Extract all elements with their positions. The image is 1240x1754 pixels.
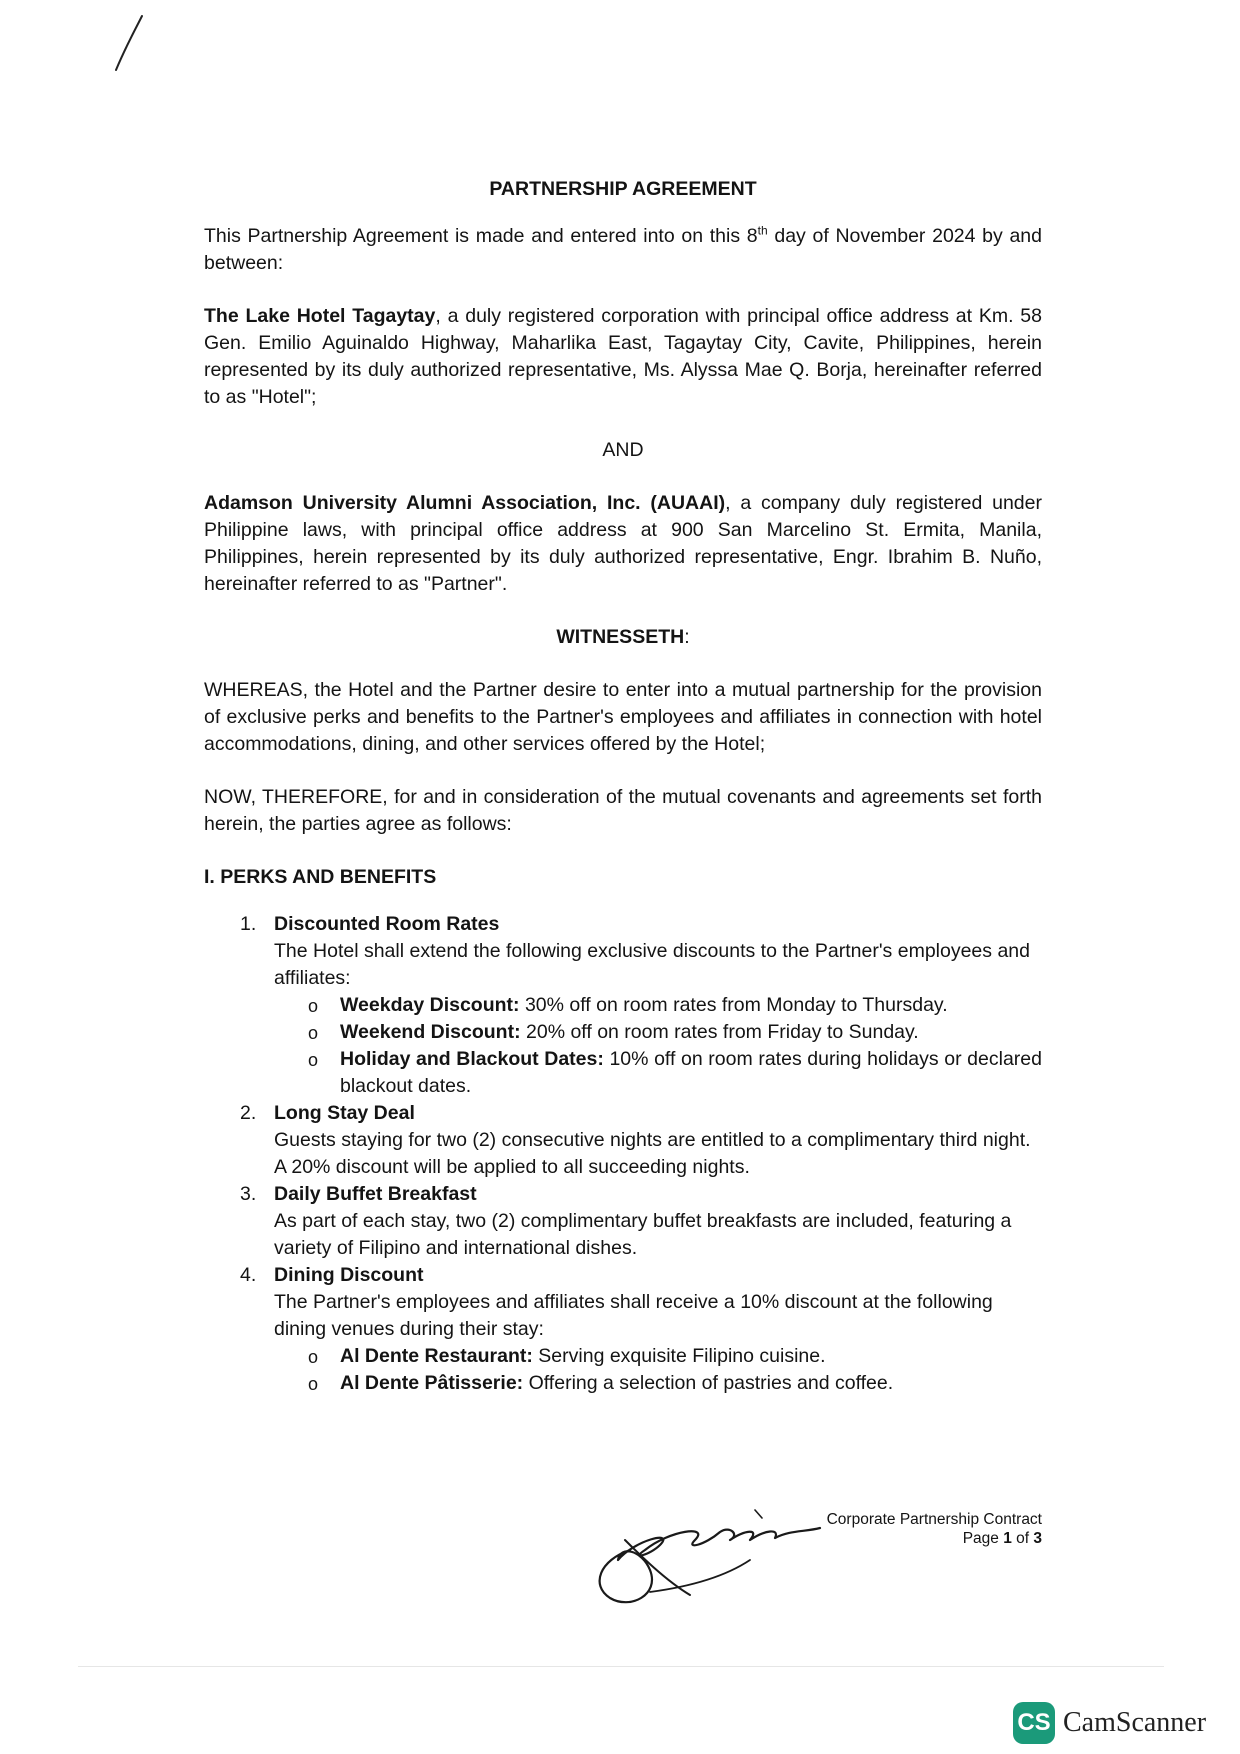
- scan-edge-divider: [78, 1666, 1164, 1667]
- item-text: The Partner's employees and affiliates shall receive a 10% discount at the following dining venues during their stay:: [274, 1291, 993, 1340]
- sub-item: o Weekend Discount: 20% off on room rates from Friday to Sunday.: [274, 1019, 1042, 1046]
- sub-item: o Holiday and Blackout Dates: 10% off on room rates during holidays or declared blackout dates.: [308, 1048, 1042, 1097]
- camscanner-logo-icon: CS: [1013, 1702, 1055, 1744]
- bullet-icon: o: [308, 1347, 319, 1367]
- item-title: Long Stay Deal: [274, 1102, 415, 1124]
- benefit-item-breakfast: [204, 1181, 1042, 1262]
- pen-stroke-mark: [108, 14, 148, 74]
- party-hotel-paragraph: The Lake Hotel Tagaytay, a duly registered corporation with principal office address at Km. 58 Gen. Emilio Aguinaldo Highway, Maharlika East, Tagaytay City, Cavite, Philippines, herein represented by its duly authorized representative, Ms. Alyssa Mae Q. Borja, hereinafter referred to as "Hotel";: [204, 305, 1042, 408]
- ordinal-suffix: th: [757, 223, 768, 238]
- item-text: Guests staying for two (2) consecutive nights are entitled to a complimentary third night. A 20% discount will be applied to all succeeding nights.: [274, 1129, 1031, 1178]
- benefit-item-long-stay: [204, 1100, 1042, 1181]
- witnesseth-heading: WITNESSETH:: [556, 626, 690, 648]
- and-separator: AND: [602, 439, 644, 461]
- sub-item: o Al Dente Restaurant: Serving exquisite Filipino cuisine.: [274, 1343, 1042, 1370]
- bullet-icon: o: [308, 996, 319, 1016]
- item-number: 2.: [240, 1102, 257, 1124]
- camscanner-text: CamScanner: [1063, 1707, 1207, 1738]
- sub-item: o Weekday Discount: 30% off on room rates from Monday to Thursday.: [274, 992, 1042, 1019]
- party-partner-paragraph: Adamson University Alumni Association, Inc. (AUAAI), a company duly registered under Philippine laws, with principal office address at 900 San Marcelino St. Ermita, Manila, Philippines, herein represented by its duly authorized representative, Engr. Ibrahim B. Nuño, hereinafter referred to as "Partner".: [204, 492, 1042, 595]
- footer-page-label: [827, 1510, 1042, 1548]
- bullet-icon: o: [308, 1023, 319, 1043]
- handwritten-signature: [590, 1500, 850, 1610]
- benefit-item-room-rates: [204, 911, 1042, 1100]
- item-number: 4.: [240, 1264, 257, 1286]
- item-title: Dining Discount: [274, 1264, 424, 1286]
- item-text: The Hotel shall extend the following exclusive discounts to the Partner's employees and affiliates:: [274, 940, 1030, 989]
- benefit-item-dining: [204, 1262, 1042, 1397]
- footer-page-number: Page 1 of 3: [962, 1530, 1042, 1547]
- camscanner-watermark: [1013, 1702, 1206, 1744]
- item-title: Daily Buffet Breakfast: [274, 1183, 477, 1205]
- benefits-list: [204, 911, 1042, 1397]
- party-partner-name: Adamson University Alumni Association, Inc. (AUAAI): [204, 492, 726, 514]
- bullet-icon: o: [308, 1050, 319, 1070]
- whereas-paragraph: WHEREAS, the Hotel and the Partner desire to enter into a mutual partnership for the provision of exclusive perks and benefits to the Partner's employees and affiliates in connection with hotel accommodations, dining, and other services offered by the Hotel;: [204, 679, 1042, 755]
- footer-contract-name: Corporate Partnership Contract: [826, 1511, 1042, 1528]
- document-body: [204, 176, 1042, 1397]
- sub-list: [274, 992, 1042, 1100]
- section-heading-perks: I. PERKS AND BENEFITS: [204, 866, 437, 888]
- now-therefore-paragraph: NOW, THEREFORE, for and in consideration of the mutual covenants and agreements set forth herein, the parties agree as follows:: [204, 786, 1042, 835]
- intro-paragraph: This Partnership Agreement is made and entered into on this 8th day of November 2024 by and between:: [204, 223, 1042, 274]
- item-number: 1.: [240, 913, 257, 935]
- party-hotel-name: The Lake Hotel Tagaytay: [204, 305, 436, 327]
- item-number: 3.: [240, 1183, 257, 1205]
- document-title: PARTNERSHIP AGREEMENT: [489, 178, 757, 200]
- sub-list: [274, 1343, 1042, 1397]
- bullet-icon: o: [308, 1374, 319, 1394]
- item-text: As part of each stay, two (2) complimentary buffet breakfasts are included, featuring a variety of Filipino and international dishes.: [274, 1210, 1012, 1259]
- item-title: Discounted Room Rates: [274, 913, 500, 935]
- sub-item: o Al Dente Pâtisserie: Offering a selection of pastries and coffee.: [274, 1370, 1042, 1397]
